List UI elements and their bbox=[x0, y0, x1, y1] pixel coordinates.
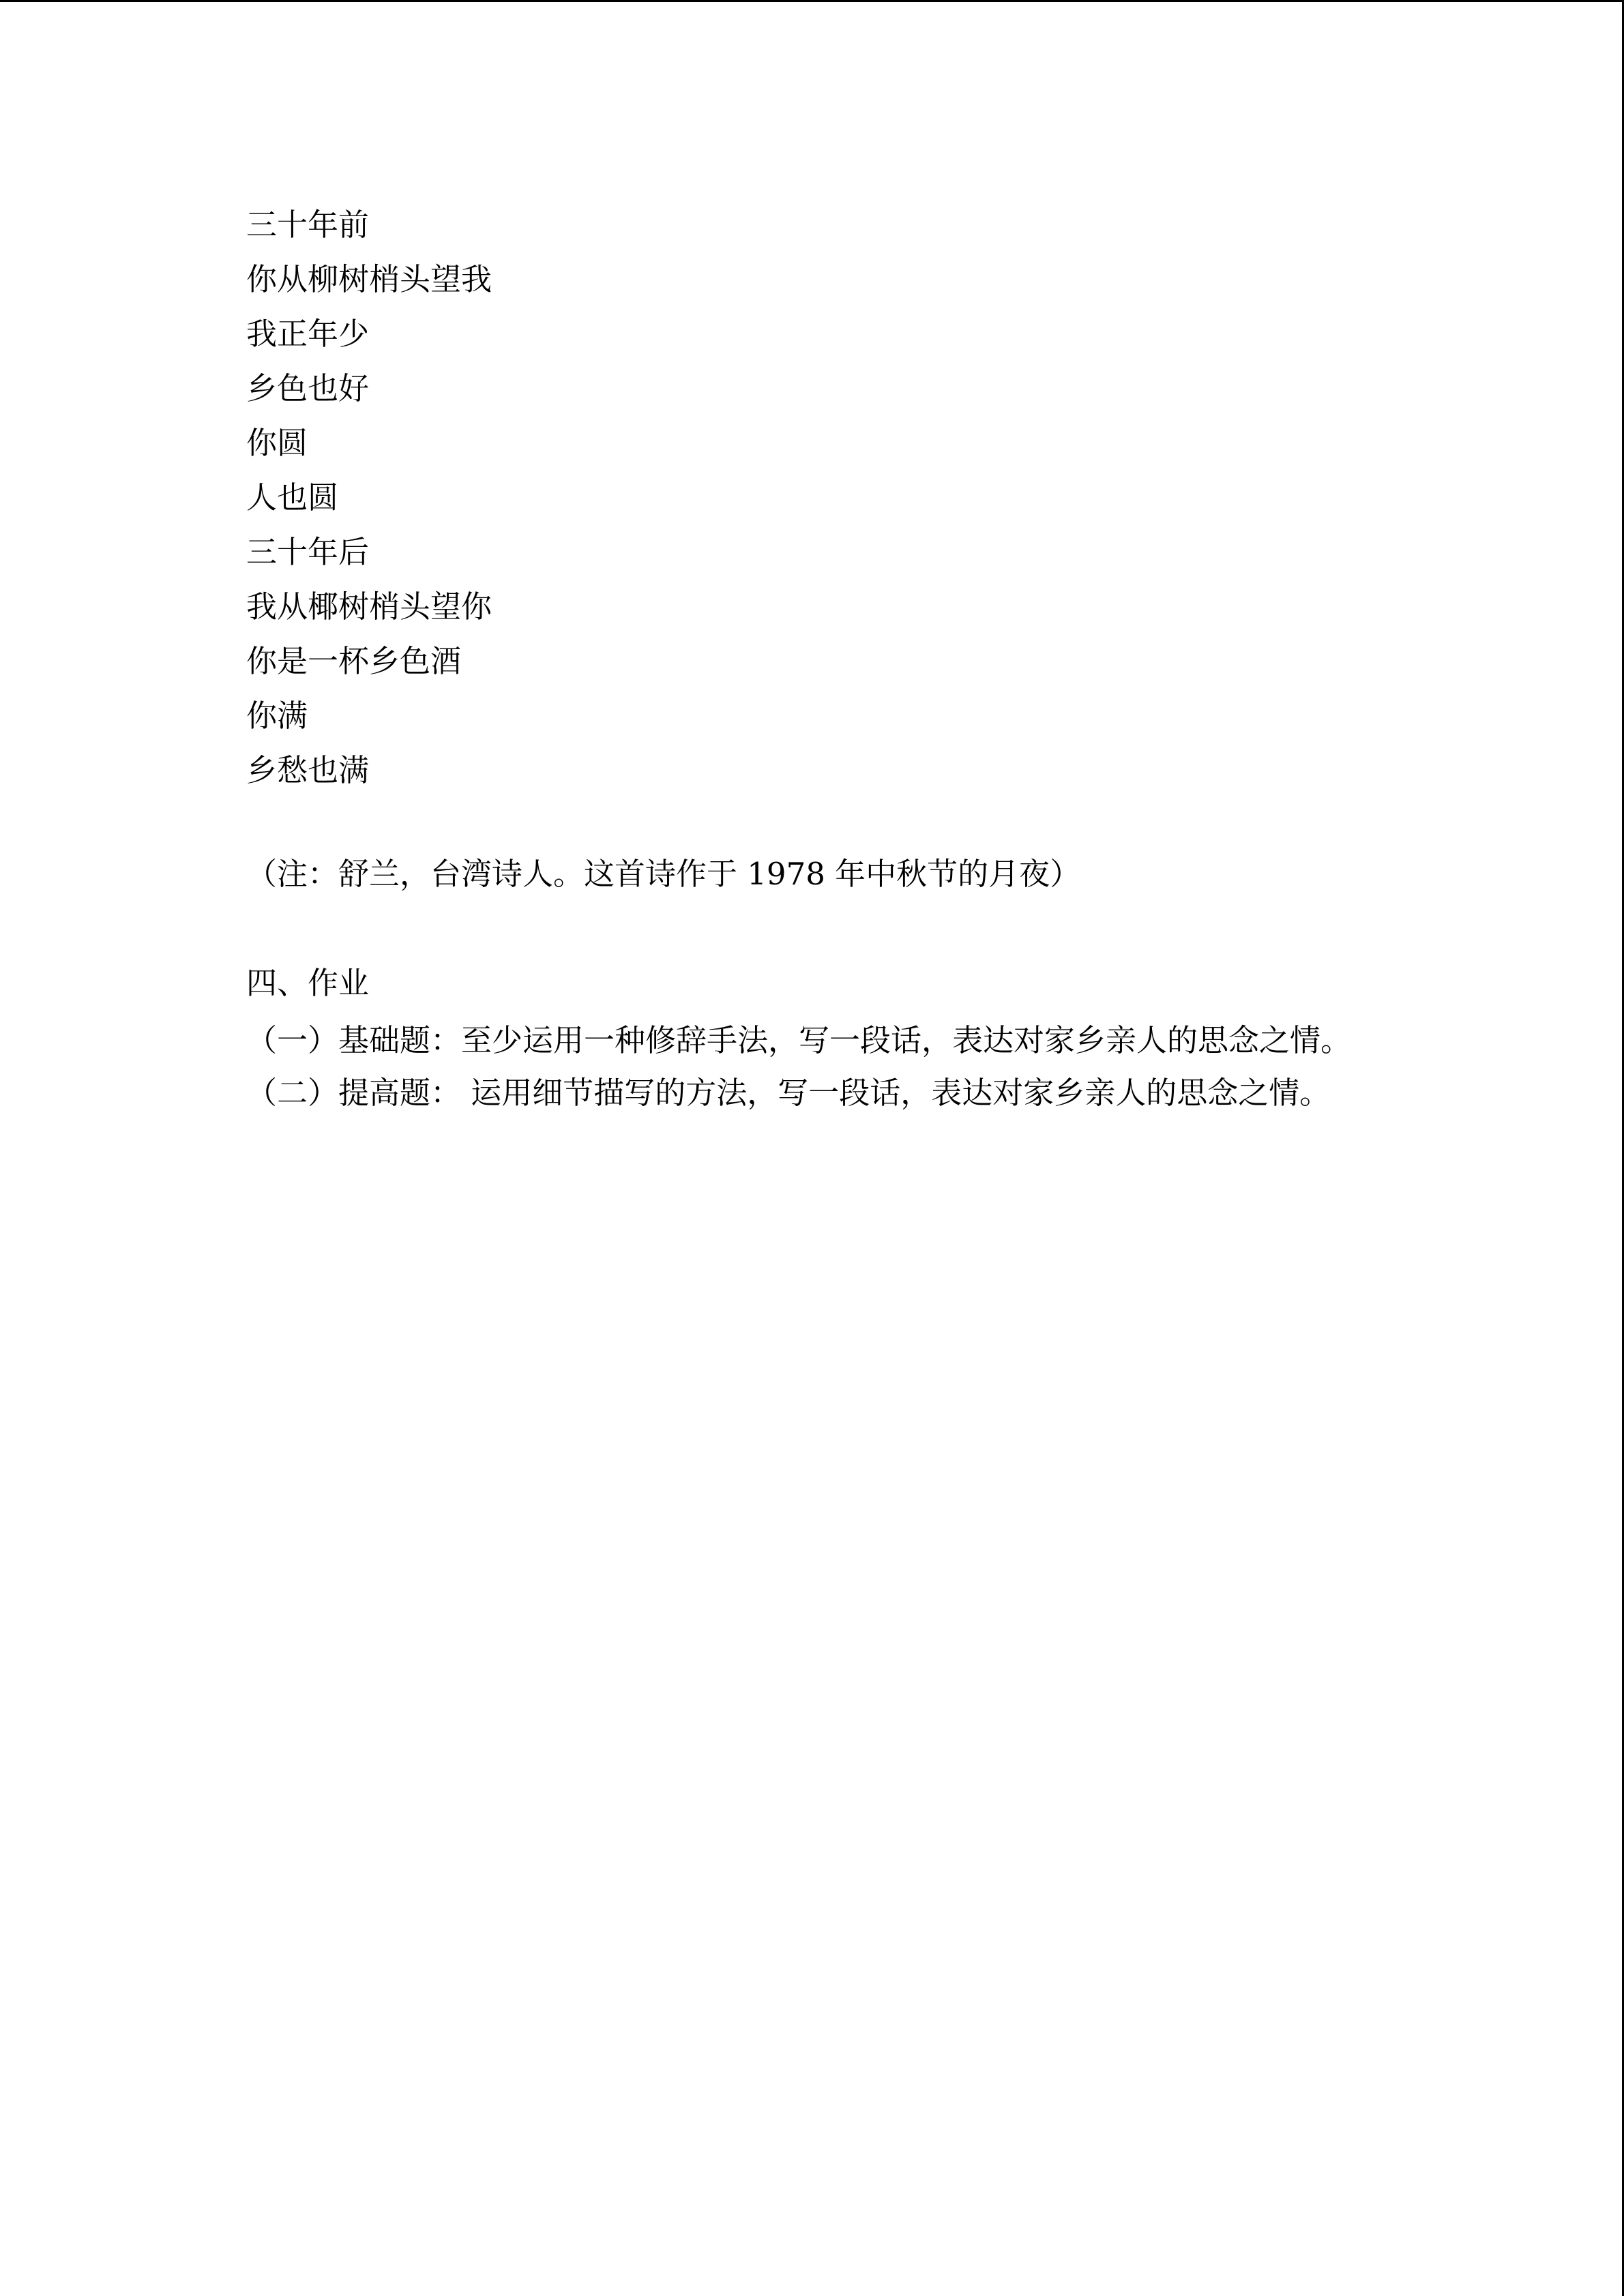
poem-line: 你从柳树梢头望我 bbox=[246, 261, 492, 297]
poem-line: 我正年少 bbox=[246, 316, 370, 352]
poem-line: 你圆 bbox=[246, 425, 308, 461]
poem-line: 乡愁也满 bbox=[246, 752, 370, 788]
poem-line: 三十年后 bbox=[246, 534, 370, 570]
poem-line: 你满 bbox=[246, 698, 308, 734]
poem-line: 你是一杯乡色酒 bbox=[246, 643, 462, 679]
poem-line: 我从椰树梢头望你 bbox=[246, 588, 492, 625]
homework-item-basic: （一）基础题：至少运用一种修辞手法，写一段话，表达对家乡亲人的思念之情。 bbox=[246, 1022, 1352, 1058]
poem-line: 三十年前 bbox=[246, 207, 370, 243]
poem bbox=[246, 198, 1378, 798]
poem-line: 乡色也好 bbox=[246, 370, 370, 406]
homework-heading: 四、作业 bbox=[246, 965, 370, 1001]
poem-line: 人也圆 bbox=[246, 479, 339, 516]
document-body bbox=[246, 198, 1378, 1116]
page-top-border bbox=[0, 0, 1624, 2]
poem-note: （注：舒兰，台湾诗人。这首诗作于 1978 年中秋节的月夜） bbox=[246, 856, 1081, 892]
homework-item-advanced: （二）提高题： 运用细节描写的方法，写一段话，表达对家乡亲人的思念之情。 bbox=[246, 1075, 1331, 1111]
